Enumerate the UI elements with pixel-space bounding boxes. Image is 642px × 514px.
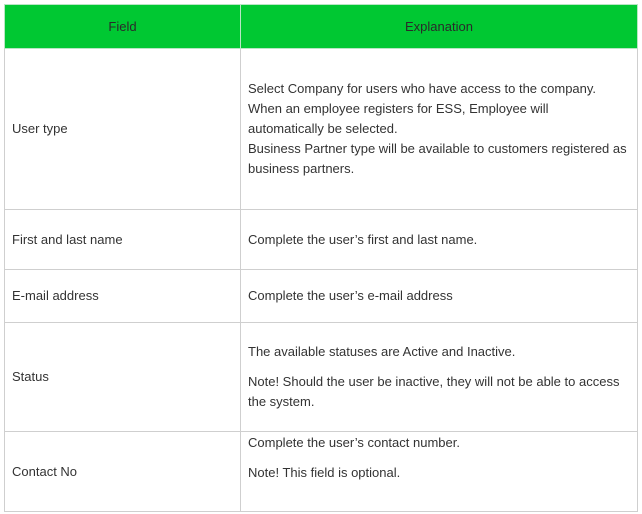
explanation-cell bbox=[241, 432, 638, 512]
field-explanation-table bbox=[4, 4, 638, 512]
header-field: Field bbox=[5, 5, 241, 49]
header-row bbox=[5, 5, 638, 49]
explanation-note: Note! This field is optional. bbox=[248, 465, 401, 480]
header-explanation: Explanation bbox=[241, 5, 638, 49]
explanation-cell bbox=[241, 270, 638, 323]
explanation-line: When an employee registers for ESS, Employee will automatically be selected. bbox=[248, 101, 549, 136]
explanation-note: Note! Should the user be inactive, they will not be able to access the system. bbox=[248, 374, 620, 409]
explanation-line: Select Company for users who have access to the company. bbox=[248, 81, 597, 96]
field-cell: First and last name bbox=[5, 210, 241, 270]
field-cell: User type bbox=[5, 49, 241, 210]
table-row bbox=[5, 432, 638, 512]
field-cell: Status bbox=[5, 323, 241, 432]
explanation-cell bbox=[241, 323, 638, 432]
table-body bbox=[5, 49, 638, 512]
explanation-cell bbox=[241, 49, 638, 210]
field-cell: E-mail address bbox=[5, 270, 241, 323]
table-row bbox=[5, 49, 638, 210]
table-row bbox=[5, 210, 638, 270]
field-cell: Contact No bbox=[5, 432, 241, 512]
explanation-line: Complete the user’s first and last name. bbox=[248, 231, 478, 247]
explanation-line: The available statuses are Active and Inactive. bbox=[248, 344, 516, 359]
explanation-line: Complete the user’s e-mail address bbox=[248, 288, 453, 303]
table-row bbox=[5, 323, 638, 432]
explanation-line: Business Partner type will be available to customers registered as business partners. bbox=[248, 141, 627, 176]
explanation-cell bbox=[241, 210, 638, 270]
table-header bbox=[5, 5, 638, 49]
explanation-line: Complete the user’s contact number. bbox=[248, 435, 460, 450]
table-row bbox=[5, 270, 638, 323]
